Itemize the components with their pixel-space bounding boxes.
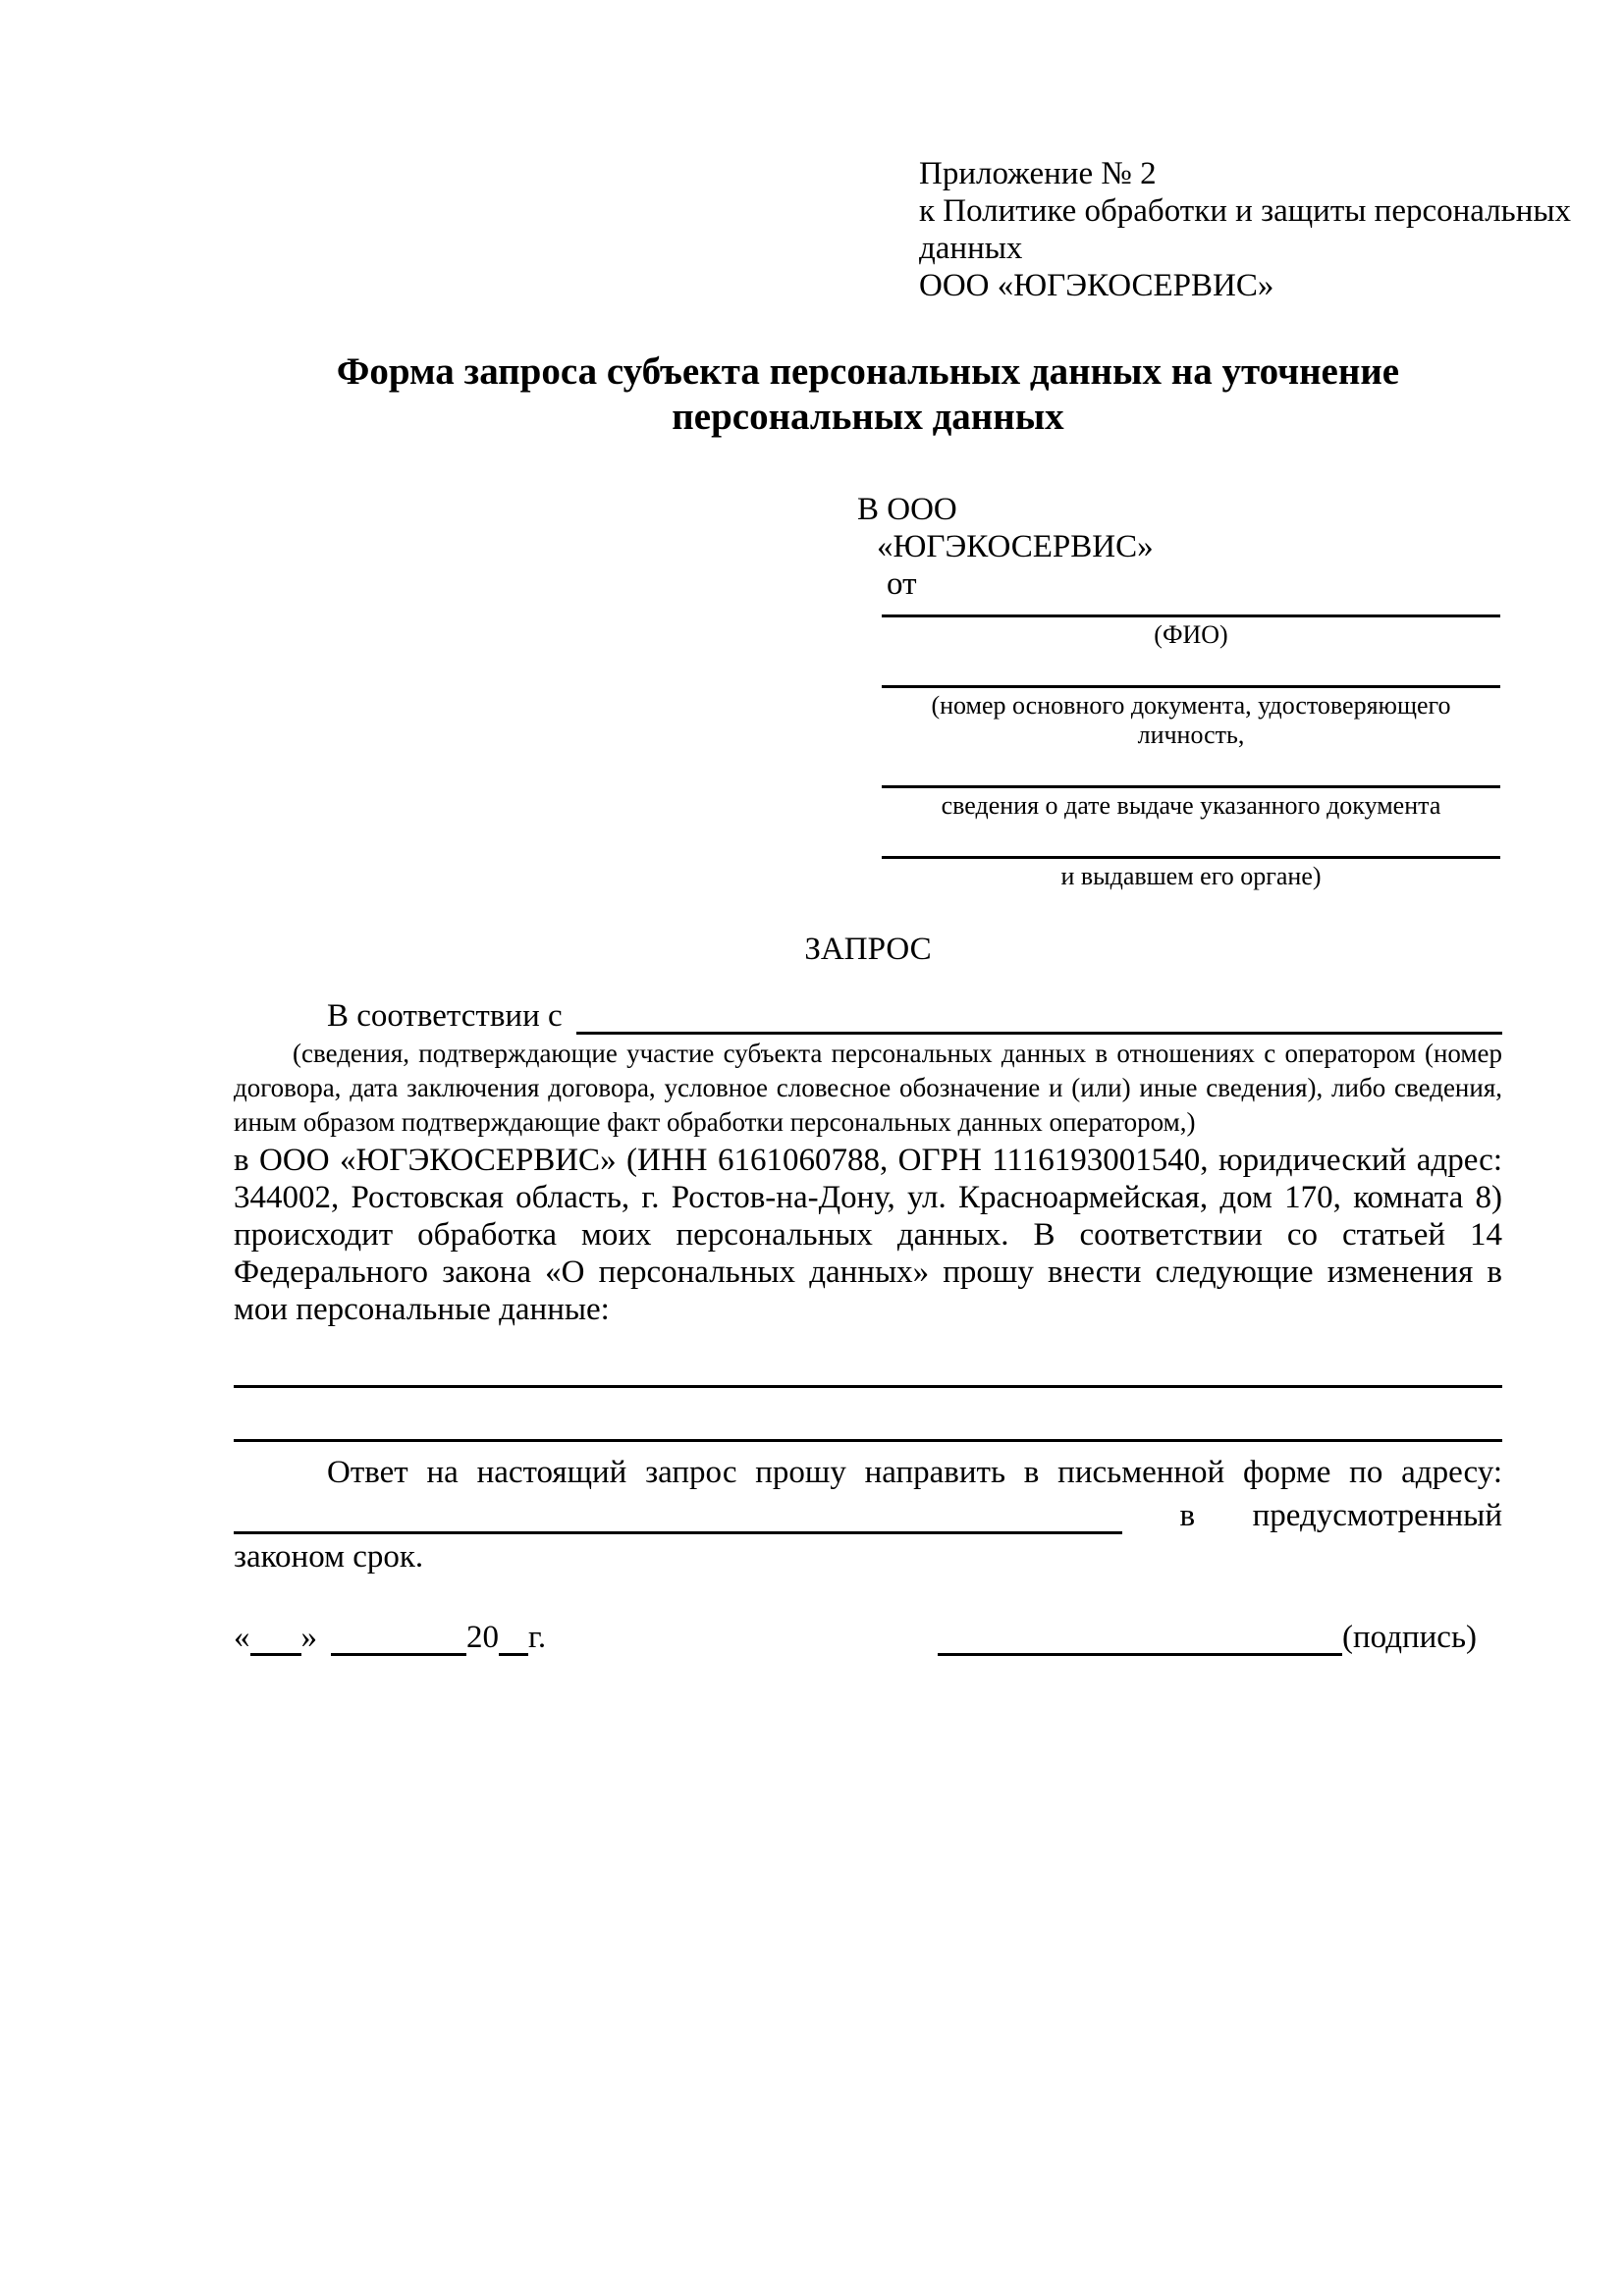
date-quote-open: « [234,1620,250,1655]
reply-sentence: Ответ на настоящий запрос прошу направить в письменной форме по адресу: [327,1455,1502,1490]
signature-blank [938,1620,1342,1656]
document-title: Форма запроса субъекта персональных данных на уточнение персональных данных [336,350,1400,438]
recipient-to-line2: «ЮГЭКОСЕРВИС» [877,529,1154,564]
date-line [234,1619,546,1656]
date-year-prefix: 20 [466,1620,499,1655]
doc-issue-date-caption: сведения о дате выдаче указанного документа [941,791,1441,820]
intro-blank-line [576,998,1502,1035]
reply-word-term: предусмотренный [1252,1498,1502,1533]
reply-address-line [234,1491,1502,1534]
recipient-from-label: от [887,566,917,602]
recipient-fields [882,603,1500,891]
date-quote-close: » [300,1620,317,1655]
signature-line [938,1619,1477,1656]
intro-line [234,997,1502,1035]
recipient-to-line1: В ООО [857,492,957,527]
doc-issuer-field [882,827,1500,891]
doc-issuer-blank-line [882,827,1500,859]
annex-header-line: к Политике обработки и защиты персональных [919,193,1572,229]
reply-word-v: в [1179,1498,1196,1533]
date-day-blank [250,1620,301,1656]
reply-address-blank-line [234,1492,1122,1534]
date-month-blank [331,1620,466,1656]
fio-field [882,603,1500,650]
changes-blank-line-1 [234,1350,1502,1388]
doc-issue-date-blank-line [882,756,1500,788]
annex-header-line: Приложение № 2 [919,156,1157,191]
recipient-block [857,491,1502,603]
fio-blank-line [882,603,1500,617]
fio-caption: (ФИО) [1154,620,1228,649]
reply-tail: законом срок. [234,1539,424,1575]
doc-number-caption: (номер основного документа, удостоверяющего личность, [931,691,1451,749]
signature-caption: (подпись) [1342,1620,1477,1655]
doc-number-blank-line [882,656,1500,688]
date-year-suffix: г. [528,1620,547,1655]
annex-header-line: данных [919,231,1023,266]
document-content [234,155,1572,1656]
changes-blank-line-2 [234,1388,1502,1442]
main-paragraph: в ООО «ЮГЭКОСЕРВИС» (ИНН 6161060788, ОГРН 1116193001540, юридический адрес: 344002, Ростовская область, г. Ростов-на-Дону, ул. Красноармейская, дом 170, комната 8) происходит обработка моих персональных данных. В соответствии со статьей 14 Федерального закона «О персональных данных» прошу внести следующие изменения в мои персональные данные: [234,1143,1502,1327]
doc-number-field [882,656,1500,750]
date-year-blank [499,1620,528,1656]
request-heading: ЗАПРОС [804,932,932,967]
annex-header-line: ООО «ЮГЭКОСЕРВИС» [919,268,1274,303]
annex-header [919,155,1572,304]
doc-issuer-caption: и выдавшем его органе) [1060,862,1322,890]
doc-issue-date-field [882,756,1500,821]
intro-footnote: (сведения, подтверждающие участие субъекта персональных данных в отношениях с оператором (номер договора, дата заключения договора, условное словесное обозначение и (или) иные сведения), либо сведения, иным образом подтверждающие факт обработки персональных данных оператором,) [234,1039,1502,1137]
date-signature-row [234,1619,1502,1656]
intro-prefix: В соответствии с [327,998,563,1034]
